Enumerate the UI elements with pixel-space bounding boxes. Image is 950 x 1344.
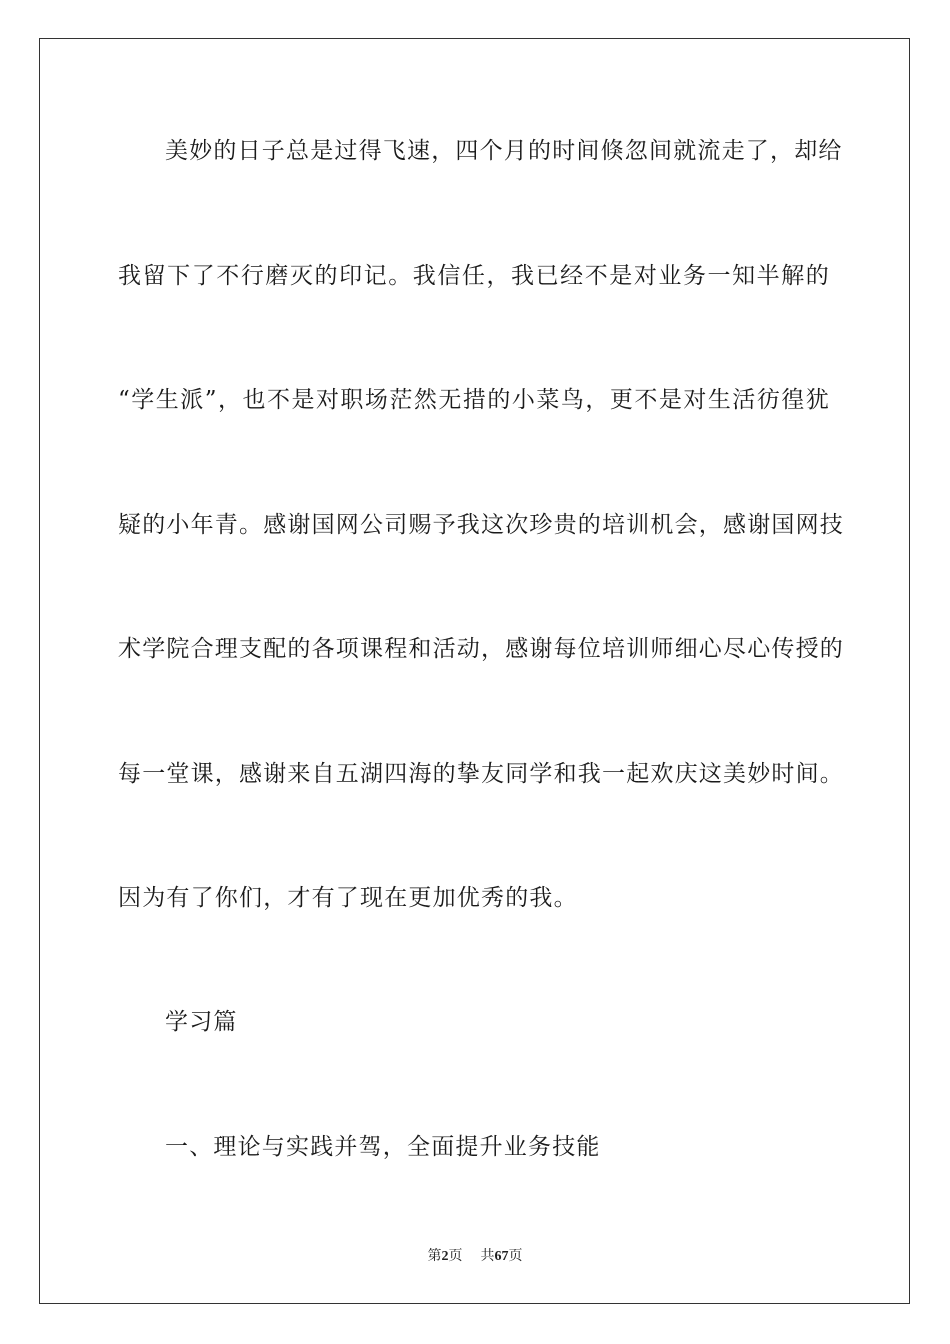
- page-footer: [0, 1247, 950, 1266]
- paragraph-line-2: 我留下了不行磨灭的印记。我信任，我已经不是对业务一知半解的: [118, 263, 830, 289]
- paragraph-line-3: “学生派”，也不是对职场茫然无措的小菜鸟，更不是对生活彷徨犹: [118, 387, 830, 413]
- total-pages: 67: [494, 1249, 509, 1264]
- paragraph-line-1: 美妙的日子总是过得飞速，四个月的时间倏忽间就流走了，却给: [165, 138, 843, 164]
- page-prefix: 第: [427, 1248, 442, 1264]
- page-number: 2: [441, 1249, 449, 1264]
- paragraph-line-7: 因为有了你们，才有了现在更加优秀的我。: [118, 885, 578, 911]
- total-suffix: 页: [508, 1248, 523, 1264]
- page-suffix: 页: [448, 1248, 463, 1264]
- section-title: 学习篇: [165, 1009, 238, 1035]
- page-border: [39, 38, 910, 1304]
- paragraph-line-5: 术学院合理支配的各项课程和活动，感谢每位培训师细心尽心传授的: [118, 636, 844, 662]
- subsection-title: 一、理论与实践并驾，全面提升业务技能: [165, 1134, 601, 1160]
- paragraph-line-4: 疑的小年青。感谢国网公司赐予我这次珍贵的培训机会，感谢国网技: [118, 512, 844, 538]
- paragraph-line-6: 每一堂课，感谢来自五湖四海的挚友同学和我一起欢庆这美妙时间。: [118, 761, 844, 787]
- total-prefix: 共: [480, 1248, 495, 1264]
